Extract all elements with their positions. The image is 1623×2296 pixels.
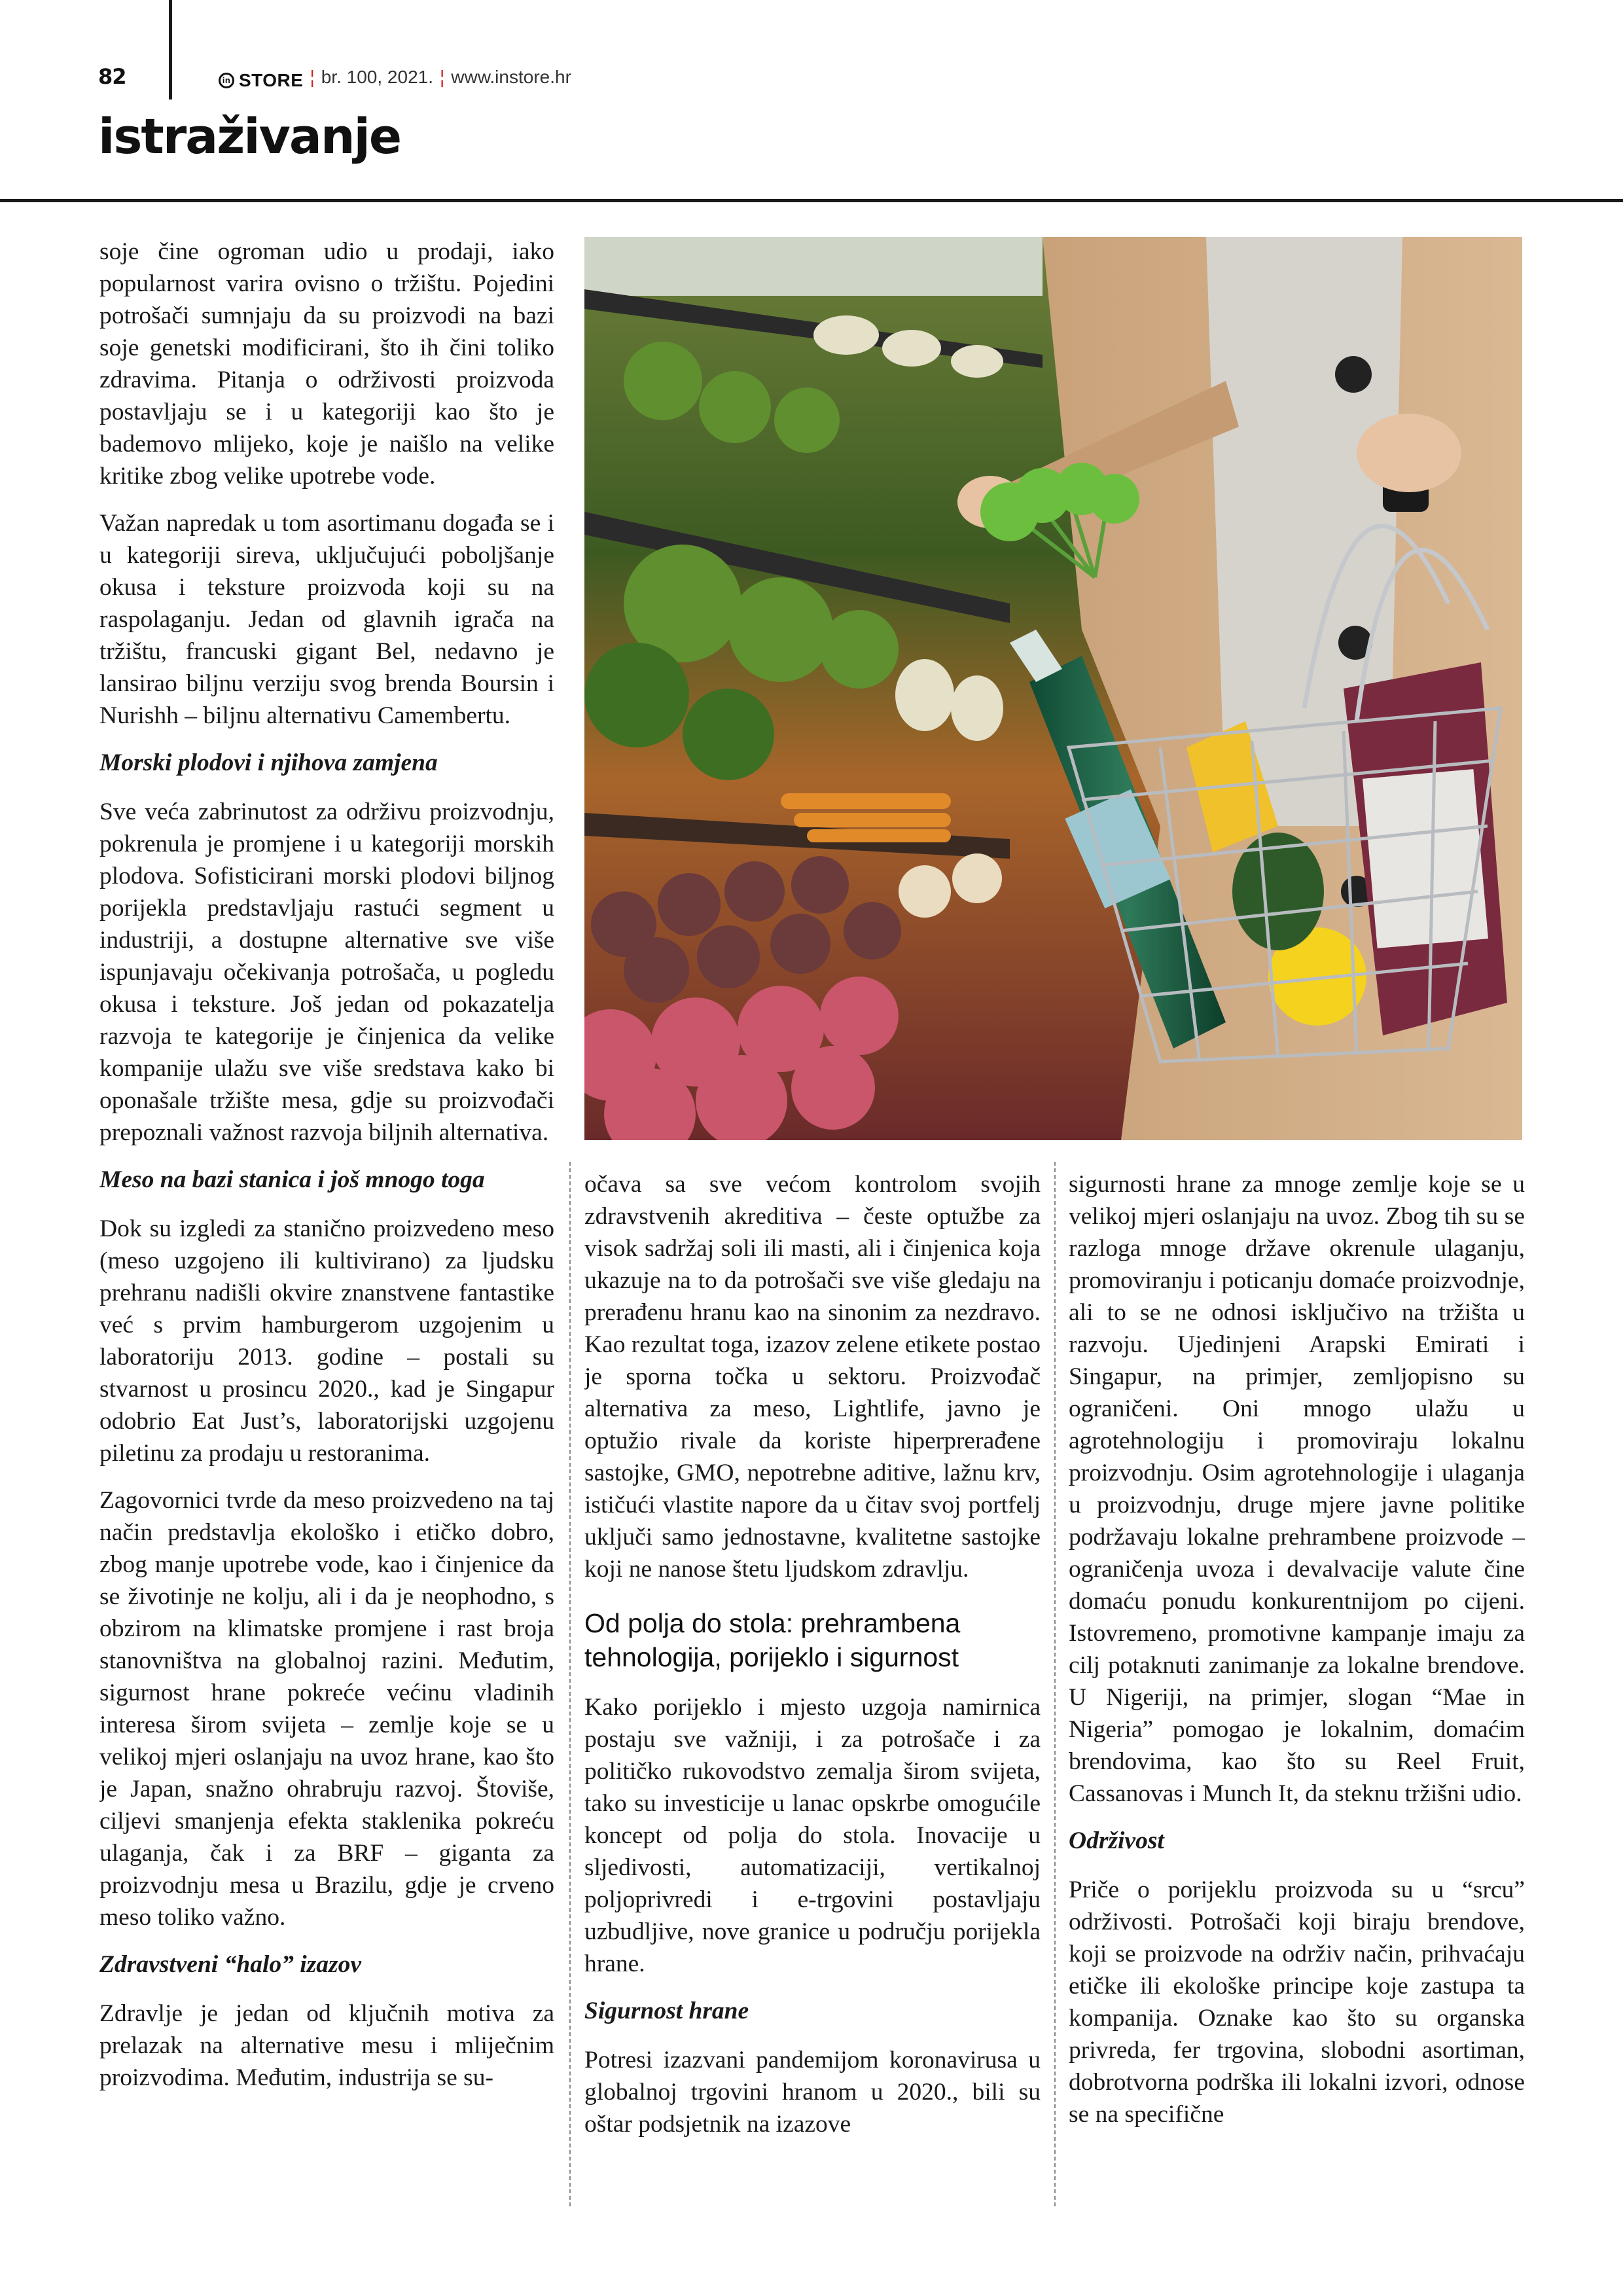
paragraph: Priče o porijeklu proizvoda su u “srcu” održivosti. Potrošači koji biraju brendove, koji se proizvode na održiv način, prihvaćaju etičke ili ekološke principe koje zastupa ta kompanija. Oznake kao što su organska privreda, fer trgovina, slobodni asortiman, dobrotvorna podrška ili lokalni izvori, odnose se na specifične (1069, 1876, 1525, 2128)
logo-text: STORE (239, 70, 304, 90)
subheading: Održivost (1069, 1827, 1164, 1854)
magazine-info (219, 67, 571, 91)
header-divider (169, 0, 172, 99)
article-column-1 (99, 236, 554, 2206)
paragraph: Važan napredak u tom asortimanu događa se i u kategoriji sireva, uključujući poboljšanje okusa i teksture proizvoda koji su na raspolaganju. Jedan od glavnih igrača na tržištu, francuski gigant Bel, nedavno je lansirao biljnu verziju svog brenda Boursin i Nurishh – biljnu alternativu Camembertu. (99, 510, 554, 729)
paragraph: Zdravlje je jedan od ključnih motiva za prelazak na alternative mesu i mliječnim proizvodima. Međutim, industrija se su- (99, 2000, 554, 2091)
paragraph: Zagovornici tvrde da meso proizvedeno na taj način predstavlja ekološko i etičko dobro, zbog manje upotrebe vode, kao i činjenice da se životinje ne kolju, ali i da je neophodno, s obzirom na klimatske promjene i rast broja stanovništva na globalnoj razini. Međutim, sigurnost hrane pokreće većinu vladinih interesa širom svijeta – zemlje koje se u velikoj mjeri oslanjaju na uvoz hrane, kao što je Japan, snažno ohrabruju razvoj. Štoviše, ciljevi smanjenja efekta staklenika pokreću ulaganja, čak i za BRF – giganta za proizvodnju mesa u Brazilu, gdje je crveno meso toliko važno. (99, 1487, 554, 1931)
paragraph: Potresi izazvani pandemijom koronavirusa u globalnoj trgovini hranom u 2020., bili su oštar podsjetnik na izazove (584, 2047, 1041, 2138)
subheading: Meso na bazi stanica i još mnogo toga (99, 1166, 485, 1193)
paragraph: Sve veća zabrinutost za održivu proizvodnju, pokrenula je promjene i u kategoriji morskih plodova. Sofisticirani morski plodovi biljnog porijekla predstavljaju rastući segment u industriji, a dostupne alternative sve više ispunjavaju očekivanja potrošača, u pogledu okusa i teksture. Još jedan od pokazatelja razvoja te kategorije je činjenica da velike kompanije ulažu sve više sredstava kako bi oponašale tržište mesa, gdje su proizvođači prepoznali važnost razvoja biljnih alternativa. (99, 798, 554, 1146)
section-title: istraživanje (98, 109, 401, 165)
article-column-2 (584, 1168, 1041, 2215)
grocery-basket-photo (584, 237, 1522, 1140)
subheading: Zdravstveni “halo” izazov (99, 1951, 361, 1978)
page-number: 82 (98, 64, 126, 89)
paragraph: Kako porijeklo i mjesto uzgoja namirnica postaju sve važniji, i za potrošače i za političko rukovodstvo zemalja širom svijeta, tako su investicije u lanac opskrbe omogućile koncept od polja do stola. Inovacije u sljedivosti, automatizaciji, vertikalnoj poljoprivredi i e-trgovini postavljaju uzbudljive, nove granice u području porijekla hrane. (584, 1694, 1041, 1977)
paragraph: soje čine ogroman udio u prodaji, iako popularnost varira ovisno o tržištu. Pojedini potrošači sumnjaju da su proizvodi na bazi soje genetski modificirani, što ih čini toliko zdravima. Pitanja o održivosti proizvoda postavljaju se i u kategoriji kao što je bademovo mlijeko, koje je naišlo na velike kritike zbog velike upotrebe vode. (99, 238, 554, 490)
subheading: Morski plodovi i njihova zamjena (99, 749, 438, 776)
magazine-logo (219, 70, 303, 91)
separator: ¦ (440, 67, 445, 87)
paragraph: očava sa sve većom kontrolom svojih zdravstvenih akreditiva – česte optužbe za visok sadržaj soli ili masti, ali i činjenica koja ukazuje na to da potrošači sve više gledaju na prerađenu hranu kao na sinonim za nezdravo. Kao rezultat toga, izazov zelene etikete postao je sporna točka u sektoru. Proizvođač alternativa za meso, Lightlife, javno je optužio rivale da koriste hiperprerađene sastojke, GMO, nepotrebne aditive, lažnu krv, ističući vlastite napore da u čitav svoj portfelj uključi samo jednostavne, kvalitetne sastojke koji ne nanose štetu ljudskom zdravlju. (584, 1171, 1041, 1583)
paragraph: sigurnosti hrane za mnoge zemlje koje se u velikoj mjeri oslanjaju na uvoz. Zbog tih su se razloga mnoge države okrenule ulaganju, promoviranju i poticanju domaće proizvodnje, ali to se ne odnosi isključivo na tržišta u razvoju. Ujedinjeni Arapski Emirati i Singapur, na primjer, zemljopisno su ograničeni. Oni mnogo ulažu u agrotehnologiju i promoviraju lokalnu proizvodnju. Osim agrotehnologije i ulaganja u proizvodnju, druge mjere javne politike podržavaju lokalne prehrambene proizvode – ograničenja uvoza i devalvacije valute čine domaću ponudu konkurentnijom po cijeni. Istovremeno, promotivne kampanje imaju za cilj potaknuti zanimanje za lokalne brendove. U Nigeriji, na primjer, slogan “Mae in Nigeria” pomogao je lokalnim, domaćim brendovima, kao što su Reel Fruit, Cassanovas i Munch It, da steknu tržišni udio. (1069, 1171, 1525, 1807)
article-column-3 (1069, 1168, 1525, 2215)
issue-info: br. 100, 2021. (321, 67, 433, 87)
website-link[interactable]: www.instore.hr (451, 67, 571, 87)
logo-icon: in (219, 73, 234, 88)
subheading: Sigurnost hrane (584, 1998, 749, 2024)
header-rule (0, 199, 1623, 202)
column-divider (569, 1162, 571, 2209)
paragraph: Dok su izgledi za stanično proizvedeno meso (meso uzgojeno ili kultivirano) za ljudsku prehranu nadišli okvire znanstvene fantastike već s prvim hamburgerom uzgojenim u laboratoriju 2013. godine – postali su stvarnost u prosincu 2020., kad je Singapur odobrio Eat Just’s, laboratorijski uzgojenu piletinu za prodaju u restoranima. (99, 1215, 554, 1467)
column-divider (1054, 1162, 1056, 2209)
separator: ¦ (310, 67, 315, 87)
section-heading: Od polja do stola: prehrambena tehnologija, porijeklo i sigurnost (584, 1608, 961, 1672)
